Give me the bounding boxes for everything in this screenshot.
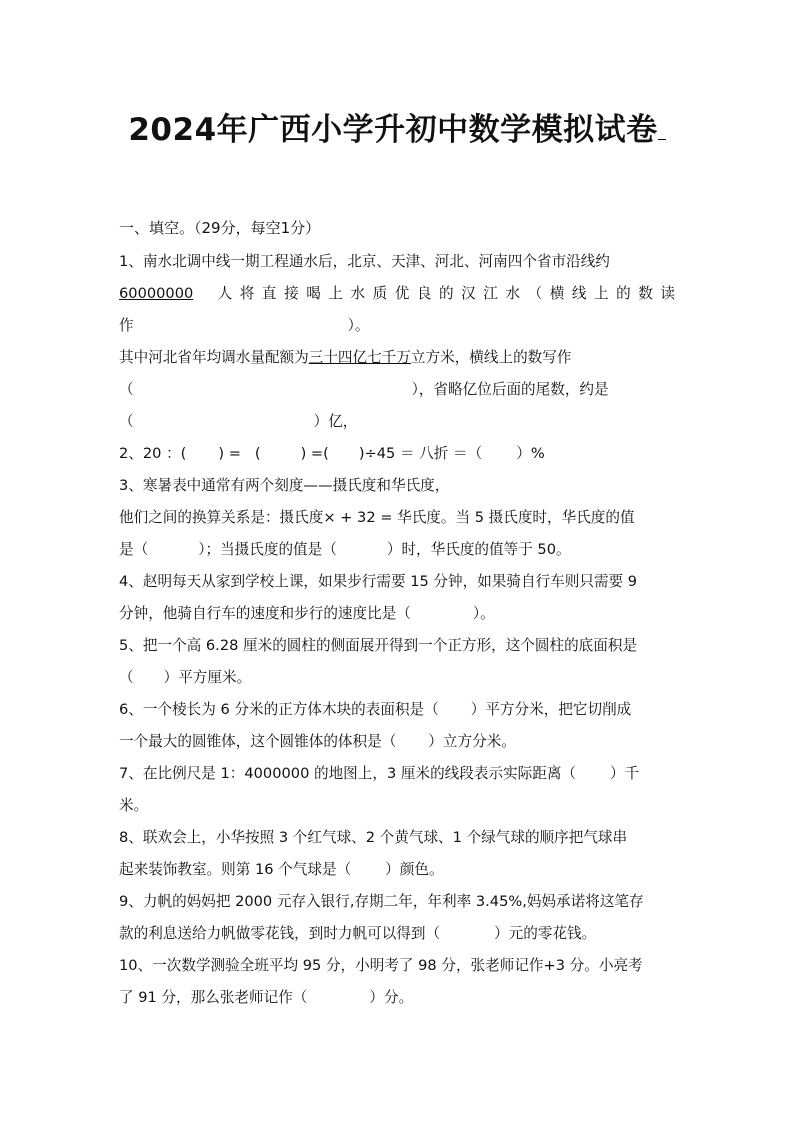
title-underline bbox=[658, 113, 666, 140]
q6-line1: 6、一个棱长为 6 分米的正方体木块的表面积是（ ）平方分米，把它切削成 bbox=[119, 701, 632, 718]
q5-line1: 5、把一个高 6.28 厘米的圆柱的侧面展开得到一个正方形，这个圆柱的底面积是 bbox=[119, 637, 638, 654]
q4-line2: 分钟，他骑自行车的速度和步行的速度比是（ ）。 bbox=[119, 605, 495, 622]
q10-line2: 了 91 分，那么张老师记作（ ）分。 bbox=[119, 989, 414, 1006]
q3-line2: 他们之间的换算关系是：摄氏度× + 32 = 华氏度。当 5 摄氏度时，华氏度的值 bbox=[119, 509, 635, 526]
q1-number: 60000000 bbox=[119, 285, 194, 302]
q1-underlined-number: 三十四亿七千万 bbox=[308, 349, 411, 366]
q2-line: 2、20 ：( ) = ( ) =( )÷45 ＝ 八折 ＝（ ）% bbox=[119, 445, 545, 462]
q1-line3: 作 ）。 bbox=[119, 317, 370, 334]
q1-line6: （ ）亿， bbox=[119, 413, 358, 430]
q8-line1: 8、联欢会上，小华按照 3 个红气球、2 个黄气球、1 个绿气球的顺序把气球串 bbox=[119, 829, 628, 846]
q7-line2: 米。 bbox=[119, 797, 149, 814]
q6-line2: 一个最大的圆锥体，这个圆锥体的体积是（ ）立方分米。 bbox=[119, 733, 516, 750]
q3-line3: 是（ ）；当摄氏度的值是（ ）时，华氏度的值等于 50。 bbox=[119, 541, 571, 558]
q10-line1: 10、一次数学测验全班平均 95 分，小明考了 98 分，张老师记作+3 分。小亮考 bbox=[119, 957, 643, 974]
section-heading: 一、填空。（29分，每空1分） bbox=[119, 219, 321, 237]
q9-line1: 9、力帆的妈妈把 2000 元存入银行,存期二年，年利率 3.45%,妈妈承诺将这笔存 bbox=[119, 893, 644, 910]
q1-line4: 其中河北省年均调水量配额为三十四亿七千万立方米，横线上的数写作 bbox=[119, 349, 572, 366]
q4-line1: 4、赵明每天从家到学校上课，如果步行需要 15 分钟，如果骑自行车则只需要 9 bbox=[119, 573, 638, 590]
q1-line2: 60000000 人将直接喝上水质优良的汉江水（横线上的数读 bbox=[119, 285, 675, 302]
q1-line5: （ ），省略亿位后面的尾数，约是 bbox=[119, 381, 609, 398]
q8-line2: 起来装饰教室。则第 16 个气球是（ ）颜色。 bbox=[119, 861, 444, 878]
page-title: 2024年广西小学升初中数学模拟试卷 bbox=[0, 104, 794, 149]
q9-line2: 款的利息送给力帆做零花钱，到时力帆可以得到（ ）元的零花钱。 bbox=[119, 925, 597, 942]
q1-line1: 1、南水北调中线一期工程通水后，北京、天津、河北、河南四个省市沿线约 bbox=[119, 253, 610, 270]
q7-line1: 7、在比例尺是 1：4000000 的地图上，3 厘米的线段表示实际距离（ ）千 bbox=[119, 765, 640, 782]
q3-line1: 3、寒暑表中通常有两个刻度——摄氏度和华氏度， bbox=[119, 477, 450, 494]
q5-line2: （ ）平方厘米。 bbox=[119, 669, 252, 686]
